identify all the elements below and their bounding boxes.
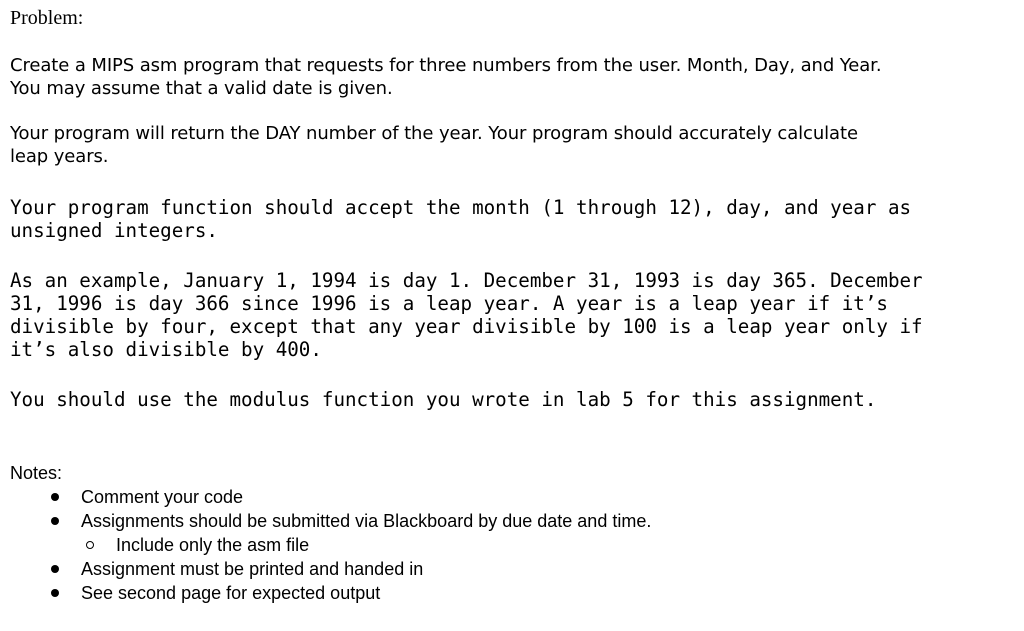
note-text: Comment your code (81, 487, 244, 507)
paragraph-line: it’s also divisible by 400. (10, 338, 322, 361)
paragraph-line: 31, 1996 is day 366 since 1996 is a leap year. A year is a leap year if it’s (10, 292, 888, 315)
note-subitem (0, 533, 1024, 557)
problem-heading: Problem: (10, 7, 84, 29)
bullet-icon (51, 565, 59, 573)
note-text: Assignment must be printed and handed in (81, 559, 424, 579)
paragraph-line: divisible by four, except that any year divisible by 100 is a leap year only if (10, 315, 923, 338)
bullet-icon (51, 517, 59, 525)
paragraph-line: As an example, January 1, 1994 is day 1. December 31, 1993 is day 365. December (10, 269, 923, 292)
paragraph-task (10, 54, 881, 100)
paragraph-line: leap years. (10, 146, 109, 167)
note-item (0, 485, 1024, 509)
note-text: Include only the asm file (116, 535, 310, 555)
hollow-bullet-icon (86, 541, 94, 549)
note-item (0, 581, 1024, 605)
notes-list (0, 485, 1024, 605)
paragraph-line: You should use the modulus function you wrote in lab 5 for this assignment. (10, 388, 877, 411)
bullet-icon (51, 493, 59, 501)
paragraph-line: You may assume that a valid date is given. (10, 78, 393, 99)
paragraph-line: Your program function should accept the month (1 through 12), day, and year as (10, 196, 912, 219)
paragraph-line: Create a MIPS asm program that requests for three numbers from the user. Month, Day, and Year. (10, 55, 882, 76)
note-item (0, 509, 1024, 533)
bullet-icon (51, 589, 59, 597)
note-item (0, 557, 1024, 581)
note-text: Assignments should be submitted via Blackboard by due date and time. (81, 511, 652, 531)
notes-label: Notes: (10, 463, 63, 483)
note-text: See second page for expected output (81, 583, 381, 603)
paragraph-line: Your program will return the DAY number of the year. Your program should accurately calculate (10, 123, 858, 144)
paragraph-example (10, 269, 923, 361)
paragraph-modulus (10, 388, 876, 411)
paragraph-return-value (10, 122, 858, 168)
paragraph-line: unsigned integers. (10, 219, 218, 242)
paragraph-function-inputs (10, 196, 911, 242)
